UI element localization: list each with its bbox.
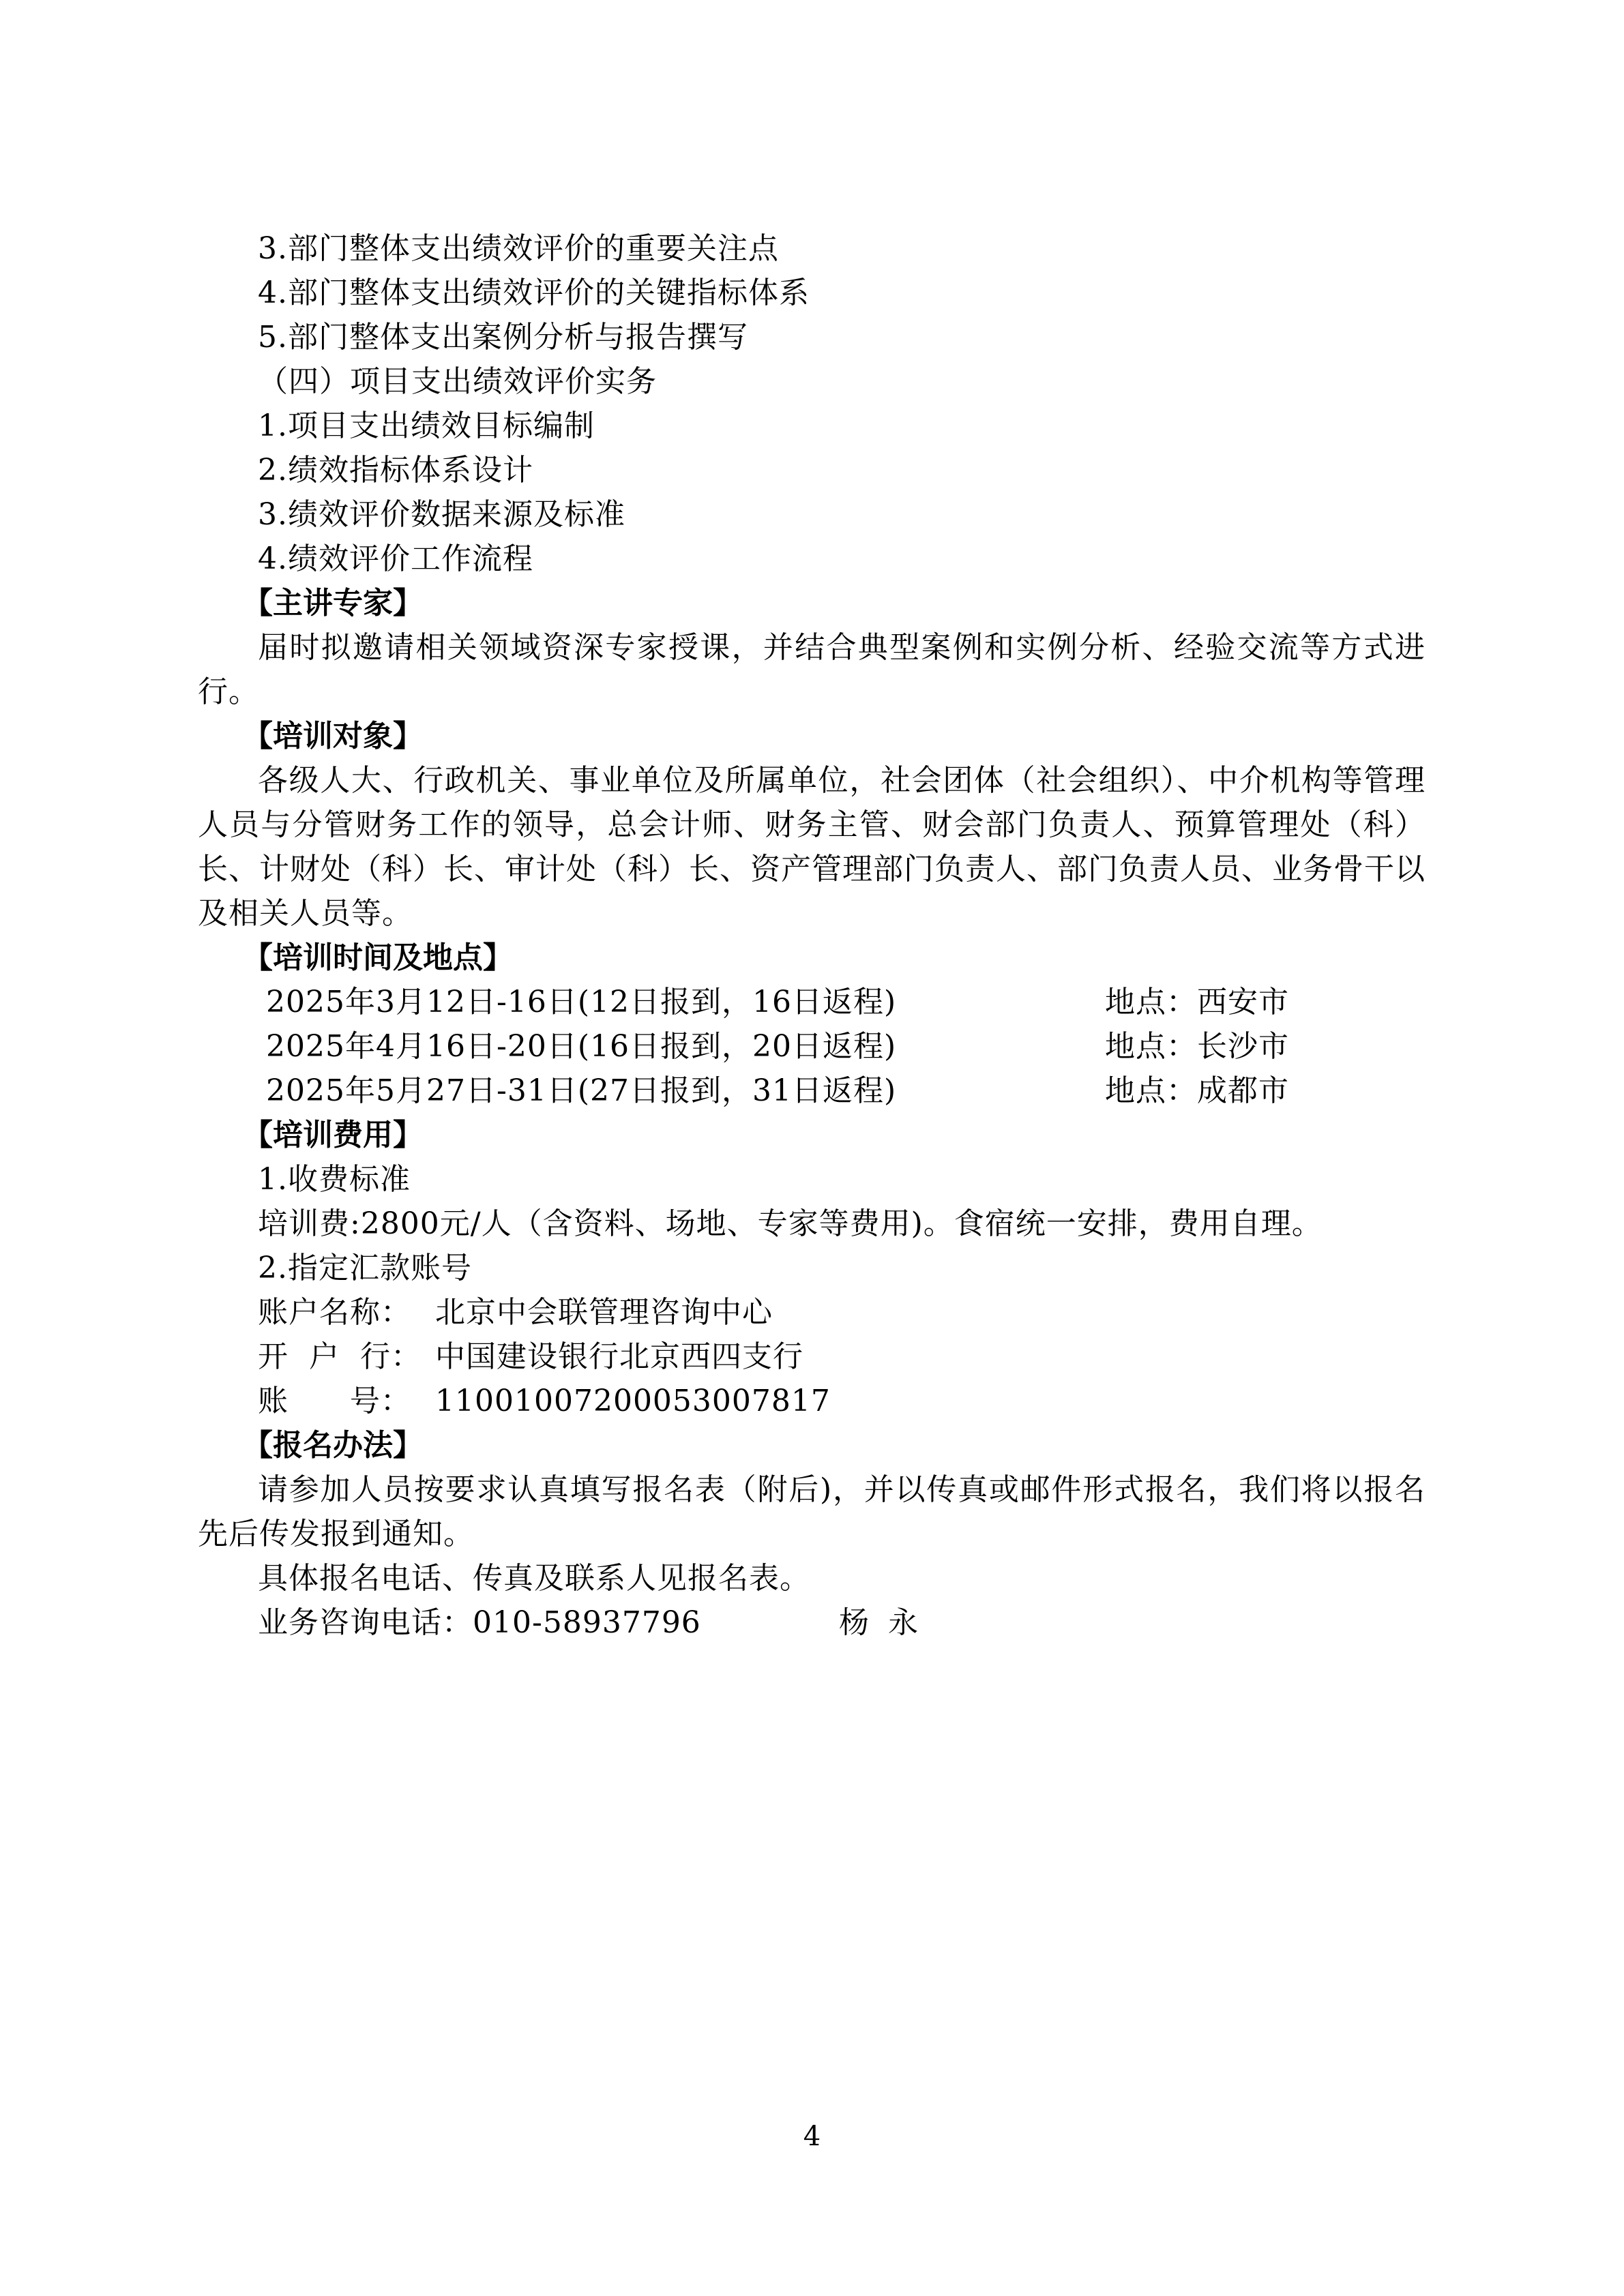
fee-standard-text: 培训费:2800元/人（含资料、场地、专家等费用)。食宿统一安排，费用自理。 <box>258 1206 1323 1241</box>
account-name-value: 北京中会联管理咨询中心 <box>435 1295 773 1330</box>
fees-heading: 【培训费用】 <box>243 1118 423 1152</box>
account-number-label: 账 号： <box>258 1384 411 1418</box>
experts-heading: 【主讲专家】 <box>243 586 423 621</box>
outline-subsection: （四）项目支出绩效评价实务 <box>258 364 657 399</box>
audience-text: 各级人大、行政机关、事业单位及所属单位，社会团体（社会组织）、中介机构等管理人员与分管财务工作的领导，总会计师、财务主管、财会部门负责人、预算管理处（科）长、计财处（科）长、审计处（科）长、资产管理部门负责人、部门负责人员、业务骨干以及相关人员等。 <box>198 763 1426 931</box>
registration-contact-note: 具体报名电话、传真及联系人见报名表。 <box>258 1561 810 1596</box>
fee-standard-title: 1.收费标准 <box>258 1162 411 1197</box>
consult-phone: 业务咨询电话：010-58937796 <box>258 1605 701 1640</box>
outline-item: 5.部门整体支出案例分析与报告撰写 <box>258 320 748 355</box>
experts-text: 届时拟邀请相关领域资深专家授课，并结合典型案例和实例分析、经验交流等方式进行。 <box>198 630 1426 709</box>
outline-item: 4.部门整体支出绩效评价的关键指标体系 <box>258 275 810 310</box>
schedule-row <box>198 1024 1426 1069</box>
schedule-location: 地点：西安市 <box>1105 985 1289 1019</box>
schedule-heading: 【培训时间及地点】 <box>243 940 513 975</box>
schedule-date: 2025年5月27日-31日(27日报到，31日返程) <box>266 1073 897 1108</box>
outline-item: 1.项目支出绩效目标编制 <box>258 408 595 443</box>
audience-heading: 【培训对象】 <box>243 719 423 754</box>
account-name-label: 账户名称： <box>258 1295 411 1330</box>
schedule-row <box>198 1069 1426 1113</box>
schedule-location: 地点：长沙市 <box>1105 1029 1289 1064</box>
account-title: 2.指定汇款账号 <box>258 1251 472 1285</box>
bank-label: 开 户 行： <box>258 1339 422 1374</box>
registration-heading: 【报名办法】 <box>243 1428 423 1463</box>
schedule-location: 地点：成都市 <box>1105 1073 1289 1108</box>
page-number: 4 <box>803 2121 821 2152</box>
schedule-row <box>198 980 1426 1024</box>
outline-item: 3.绩效评价数据来源及标准 <box>258 497 625 532</box>
outline-item: 2.绩效指标体系设计 <box>258 453 533 488</box>
consult-person: 杨永 <box>839 1605 937 1640</box>
bank-value: 中国建设银行北京西四支行 <box>435 1339 803 1374</box>
registration-text: 请参加人员按要求认真填写报名表（附后)，并以传真或邮件形式报名，我们将以报名先后传发报到通知。 <box>198 1472 1426 1551</box>
schedule-date: 2025年4月16日-20日(16日报到，20日返程) <box>266 1029 897 1064</box>
outline-item: 3.部门整体支出绩效评价的重要关注点 <box>258 231 779 266</box>
bank-row <box>198 1335 1426 1379</box>
consult-row <box>198 1600 1426 1645</box>
account-name-row <box>198 1290 1426 1335</box>
account-number-row <box>198 1379 1426 1423</box>
outline-item: 4.绩效评价工作流程 <box>258 541 533 576</box>
schedule-date: 2025年3月12日-16日(12日报到，16日返程) <box>266 985 897 1019</box>
account-number-value: 11001007200053007817 <box>435 1384 831 1418</box>
page-content <box>198 226 1426 1645</box>
